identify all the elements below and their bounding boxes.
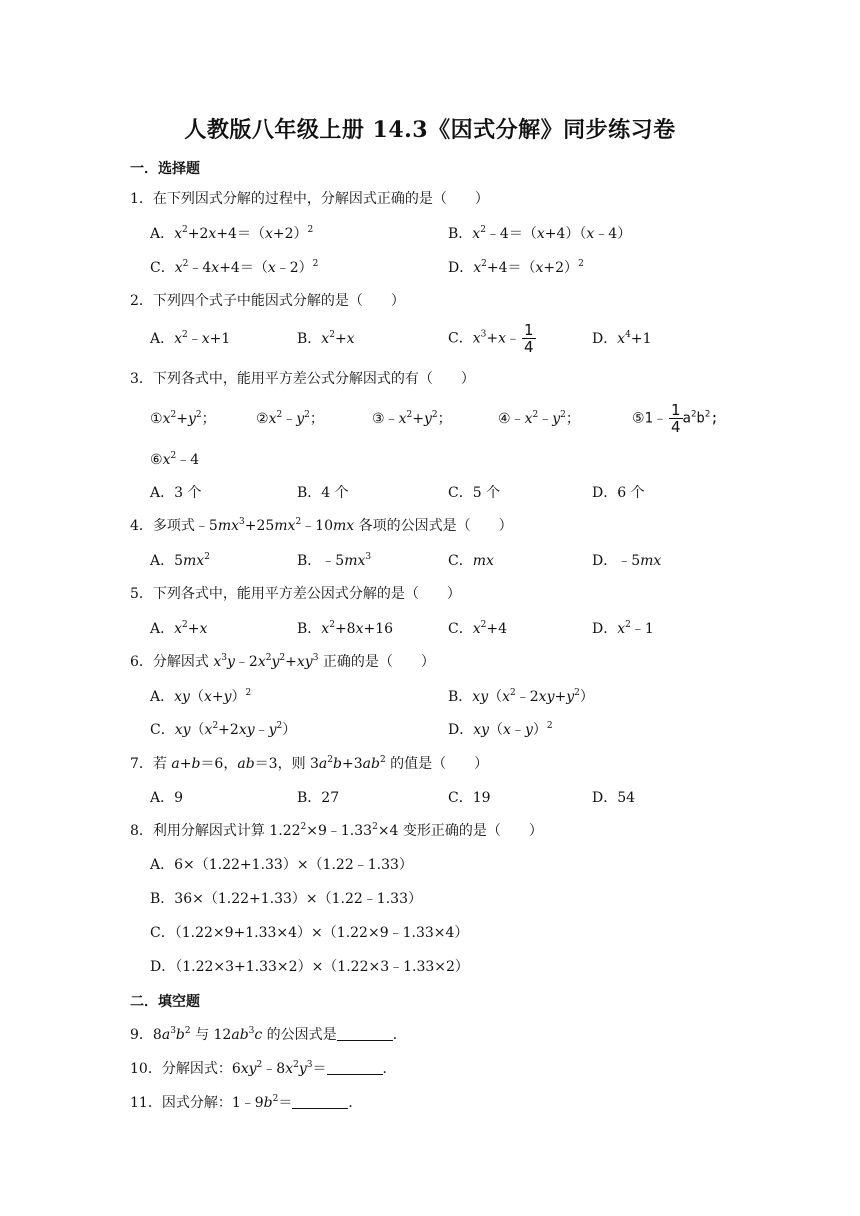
question-8-stem: 8．利用分解因式计算 $1.22^2\times 9﹣1.33^2\times 4$ 变形正确的是（ ）: [130, 822, 543, 839]
q6-option-a[interactable]: A．$xy(x+y)^2$: [150, 688, 252, 705]
q4-stem-prefix: 4．多项式﹣5: [130, 518, 218, 534]
q3-option-a[interactable]: A．3 个: [150, 485, 202, 501]
q4-option-a[interactable]: A．$5mx^2$: [150, 552, 210, 569]
q2-option-c[interactable]: C．$x^3+x﹣$ $\frac{1}{4}$: [448, 321, 534, 356]
q4-stem-suffix: 各项的公因式是（ ）: [354, 518, 513, 534]
q5-option-d[interactable]: D．$x^2﹣1$: [592, 620, 654, 637]
q1-option-a[interactable]: A．$x^2+2x+4=(x+2)^2$: [150, 225, 314, 242]
q2-option-d[interactable]: D．$x^4+1$: [592, 330, 652, 347]
q10-prefix: 10．分解因式：6: [130, 1061, 241, 1077]
q3-item-4: $④﹣x^2﹣y^2$；: [498, 410, 580, 427]
q4-option-b[interactable]: B．$﹣5mx^3$: [297, 552, 372, 569]
q3-item-6: $⑥x^2﹣4$: [150, 451, 200, 468]
q2-option-b[interactable]: B．$x^2+x$: [297, 330, 355, 347]
question-2-stem: 2．下列四个式子中能因式分解的是（ ）: [130, 293, 405, 309]
question-1-stem: 1．在下列因式分解的过程中，分解因式正确的是（ ）: [130, 191, 489, 207]
q8-option-b[interactable]: B．36×（1.22+1.33）×（1.22﹣1.33）: [150, 891, 422, 907]
q8-stem-prefix: 8．利用分解因式计算 1.22: [130, 823, 301, 839]
q5-option-a[interactable]: A．$x^2+x$: [150, 620, 208, 637]
q3-option-c[interactable]: C．5 个: [448, 485, 501, 501]
q3-option-d[interactable]: D．6 个: [592, 485, 645, 501]
q1-option-d[interactable]: D．$x^2+4=(x+2)^2$: [448, 259, 584, 276]
q6-stem-suffix: 正确的是（ ）: [322, 654, 435, 670]
question-7-stem: 7．若 a+b＝6，ab＝3，则 $3a^2b+3ab^2$ 的值是（ ）: [130, 755, 489, 772]
q9-prefix: 9．8: [130, 1027, 162, 1043]
question-10: 10．分解因式：$6xy^2﹣8x^2y^3=$ ．: [130, 1060, 397, 1077]
question-3-stem: 3．下列各式中，能用平方差公式分解因式的有（ ）: [130, 371, 475, 387]
q7-option-a[interactable]: A．9: [150, 790, 184, 806]
fraction-one-quarter: $\frac{1}{4}$: [670, 401, 681, 436]
question-4-stem: 4．多项式$﹣5mx^3+25mx^2﹣10mx$ 各项的公因式是（ ）: [130, 517, 513, 534]
q6-option-b[interactable]: B．$xy(x^2﹣2xy+y^2)$: [448, 688, 594, 705]
q4-option-d[interactable]: D．﹣5mx: [592, 553, 662, 569]
q2-option-a[interactable]: A．$x^2﹣x+1$: [150, 330, 231, 347]
fraction-one-quarter: $\frac{1}{4}$: [524, 321, 534, 356]
q8-option-d[interactable]: D．（1.22×3+1.33×2）×（1.22×3﹣1.33×2）: [150, 959, 469, 975]
answer-blank[interactable]: [337, 1026, 393, 1041]
q6-option-d[interactable]: D．xy（x﹣y）$^2$: [448, 721, 553, 738]
section-heading-fill: 二．填空题: [130, 994, 200, 1010]
answer-blank[interactable]: [292, 1094, 348, 1109]
section-heading-choice: 一．选择题: [130, 161, 200, 177]
document-title: 人教版八年级上册 14.3《因式分解》同步练习卷: [184, 117, 676, 143]
q3-item-3: $③﹣x^2+y^2$；: [372, 410, 452, 427]
q7-option-b[interactable]: B．27: [297, 790, 340, 806]
q3-item-1: $①x^2+y^2$；: [150, 410, 216, 427]
q3-option-b[interactable]: B．4 个: [297, 485, 349, 501]
q7-stem-suffix: 的值是（ ）: [390, 756, 489, 772]
q6-option-c[interactable]: C．$xy(x^2+2xy﹣y^2)$: [150, 721, 297, 738]
q8-option-c[interactable]: C．（1.22×9+1.33×4）×（1.22×9﹣1.33×4）: [150, 925, 469, 941]
q4-option-c[interactable]: C．mx: [448, 553, 494, 569]
q7-option-d[interactable]: D．54: [592, 790, 636, 806]
q3-item-5: ⑤1﹣ $\frac{1}{4}$ $a^2b^2$;: [632, 401, 719, 436]
answer-blank[interactable]: [327, 1060, 383, 1075]
question-11: 11．因式分解：$1﹣9b^2=$ ．: [130, 1094, 363, 1111]
q1-option-b[interactable]: B．$x^2﹣4=(x+4)(x﹣4)$: [448, 225, 632, 242]
q5-option-c[interactable]: C．$x^2+4$: [448, 620, 507, 637]
q11-prefix: 11．因式分解：1﹣9: [130, 1095, 264, 1111]
q3-item-2: $②x^2﹣y^2$；: [256, 410, 324, 427]
question-5-stem: 5．下列各式中，能用平方差公因式分解的是（ ）: [130, 586, 461, 602]
question-6-stem: 6．分解因式 $x^3y﹣2x^2y^2+xy^3$ 正确的是（ ）: [130, 653, 435, 670]
q5-option-b[interactable]: B．$x^2+8x+16$: [297, 620, 394, 637]
question-9: 9．$8a^3b^2$ 与 $12ab^3c$ 的公因式是 ．: [130, 1026, 407, 1043]
q8-option-a[interactable]: A．6×（1.22+1.33）×（1.22﹣1.33）: [150, 857, 413, 873]
q7-option-c[interactable]: C．19: [448, 790, 491, 806]
q1-option-c[interactable]: C．$x^2﹣4x+4=(x﹣2)^2$: [150, 259, 319, 276]
